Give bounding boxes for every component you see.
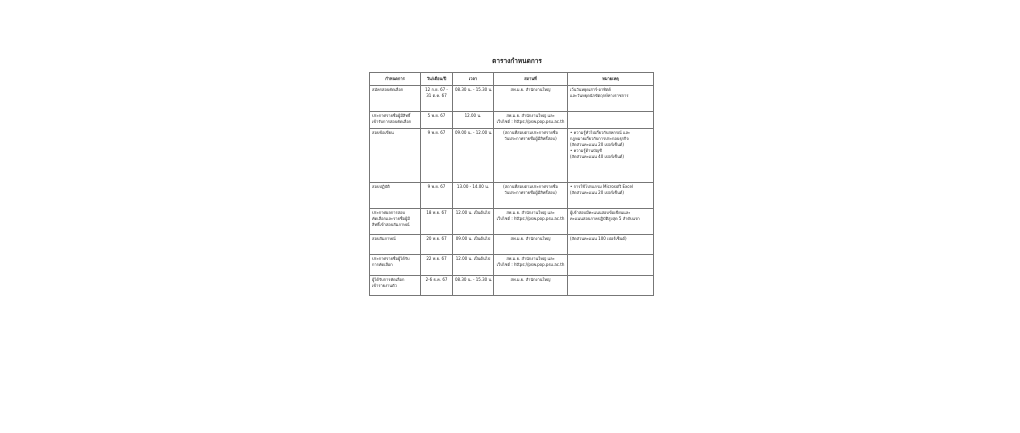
place-line: เว็บไซต์ : https://psw.pop.psu.ac.th: [496, 119, 565, 124]
note-line: และวันหยุดนักขัตฤกษ์ทางราชการ: [570, 93, 629, 98]
note-cell: [568, 129, 654, 183]
place-line: สพ.ม.ย. สำนักงานใหญ่ และ: [506, 256, 555, 261]
document-title: ตารางกำหนดการ: [492, 57, 542, 65]
date-line: 22 พ.ย. 67: [426, 256, 447, 261]
time-line: 12.00 น. เป็นต้นไป: [455, 210, 491, 215]
date-line: 9 พ.ย. 67: [427, 184, 446, 189]
place-line: เว็บไซต์ : https://psw.pop.psu.ac.th: [496, 216, 565, 221]
note-cell: [568, 209, 654, 235]
note-line: คะแนนสอบภาคปฏิบัติสูงสุด 5 ลำดับแรก: [570, 216, 640, 221]
activity-line: การคัดเลือก: [372, 262, 393, 267]
header-time: เวลา: [453, 73, 494, 86]
note-line: • ความรู้ทั่วไปเกี่ยวกับสหกรณ์ และ: [570, 130, 631, 135]
note-line: เว้นวันหยุดเสาร์-อาทิตย์: [570, 87, 611, 92]
table-row: [370, 276, 654, 296]
activity-cell: [370, 276, 421, 296]
table-row: [370, 86, 654, 112]
activity-line: สอบปฏิบัติ: [372, 184, 390, 189]
time-line: 09.00 น. - 12.00 น.: [455, 130, 493, 135]
time-cell: [453, 276, 494, 296]
note-cell: [568, 255, 654, 276]
date-cell: [421, 235, 453, 255]
note-line: • การใช้โปรแกรม Microsoft Excel: [570, 184, 634, 189]
date-cell: [421, 255, 453, 276]
time-cell: [453, 183, 494, 209]
activity-cell: [370, 183, 421, 209]
activity-line: ผู้ได้รับการคัดเลือก: [372, 277, 405, 282]
activity-cell: [370, 129, 421, 183]
note-cell: [568, 86, 654, 112]
note-cell: [568, 235, 654, 255]
time-cell: [453, 112, 494, 129]
note-cell: [568, 183, 654, 209]
note-line: • ความรู้ด้านบัญชี: [570, 148, 602, 153]
place-line: (สถานที่สอบตามประกาศรายชื่อ: [503, 184, 558, 189]
date-cell: [421, 183, 453, 209]
time-cell: [453, 235, 494, 255]
place-cell: [494, 86, 568, 112]
activity-line: สิทธิ์เข้าสอบสัมภาษณ์: [372, 222, 410, 227]
table-row: [370, 183, 654, 209]
note-cell: [568, 276, 654, 296]
note-line: (สัดส่วนคะแนน 20 เปอร์เซ็นต์): [570, 142, 624, 147]
note-cell: [568, 112, 654, 129]
place-cell: [494, 129, 568, 183]
time-line: 12.00 น.: [464, 113, 482, 118]
time-line: 09.00 น. เป็นต้นไป: [455, 236, 491, 241]
activity-line: สอบสัมภาษณ์: [372, 236, 396, 241]
activity-cell: [370, 112, 421, 129]
header-activity: กำหนดการ: [370, 73, 421, 86]
place-cell: [494, 112, 568, 129]
activity-cell: [370, 209, 421, 235]
place-line: เว็บไซต์ : https://psw.pop.psu.ac.th: [496, 262, 565, 267]
header-date: วัน/เดือน/ปี: [421, 73, 453, 86]
time-cell: [453, 255, 494, 276]
activity-line: คัดเลือกและรายชื่อผู้มี: [372, 216, 410, 221]
header-place: สถานที่: [494, 73, 568, 86]
table-row: [370, 209, 654, 235]
date-cell: [421, 276, 453, 296]
date-line: 9 พ.ย. 67: [427, 130, 446, 135]
table-row: [370, 129, 654, 183]
time-cell: [453, 129, 494, 183]
activity-line: เข้ารายงานตัว: [372, 283, 397, 288]
place-cell: [494, 276, 568, 296]
place-line: (สถานที่สอบตามประกาศรายชื่อ: [503, 130, 558, 135]
date-line: 2-6 ธ.ค. 67: [425, 277, 448, 282]
place-line: สพ.ม.ย. สำนักงานใหญ่ และ: [506, 113, 555, 118]
date-line: 18 พ.ย. 67: [426, 210, 447, 215]
place-cell: [494, 183, 568, 209]
activity-line: สอบข้อเขียน: [372, 130, 394, 135]
table-row: [370, 255, 654, 276]
place-line: สพ.ม.ย. สำนักงานใหญ่: [510, 236, 551, 241]
place-line: สพ.ม.ย. สำนักงานใหญ่ และ: [506, 210, 555, 215]
activity-line: เข้ารับการสอบคัดเลือก: [372, 119, 412, 124]
activity-cell: [370, 235, 421, 255]
activity-cell: [370, 86, 421, 112]
time-line: 12.00 น. เป็นต้นไป: [455, 256, 491, 261]
place-line: วันประกาศรายชื่อผู้มีสิทธิ์สอบ): [504, 190, 557, 195]
time-line: 08.30 น. - 15.30 น.: [455, 87, 493, 92]
time-cell: [453, 86, 494, 112]
table-header-row: [370, 73, 654, 86]
table-row: [370, 235, 654, 255]
place-line: วันประกาศรายชื่อผู้มีสิทธิ์สอบ): [504, 136, 557, 141]
place-cell: [494, 235, 568, 255]
note-line: (สัดส่วนคะแนน 20 เปอร์เซ็นต์): [570, 190, 624, 195]
note-line: ผู้เข้าสอบมีคะแนนสอบข้อเขียนและ: [570, 210, 631, 215]
table-body: [370, 86, 654, 296]
time-line: 08.30 น. - 15.30 น.: [455, 277, 493, 282]
activity-line: ประกาศรายชื่อผู้ได้รับ: [372, 256, 410, 261]
header-note: หมายเหตุ: [568, 73, 654, 86]
date-line: 31 ต.ค. 67: [426, 93, 447, 98]
activity-line: ประกาศรายชื่อผู้มีสิทธิ์: [372, 113, 411, 118]
note-line: (สัดส่วนคะแนน 100 เปอร์เซ็นต์): [570, 236, 627, 241]
date-cell: [421, 112, 453, 129]
place-cell: [494, 209, 568, 235]
date-line: 12 ก.ย. 67 -: [425, 87, 448, 92]
note-line: กฎหมายเกี่ยวกับการประกอบธุรกิจ: [570, 136, 629, 141]
schedule-table: [369, 72, 654, 296]
place-line: สพ.ม.ย. สำนักงานใหญ่: [510, 277, 551, 282]
time-cell: [453, 209, 494, 235]
activity-line: ประกาศผลการสอบ: [372, 210, 406, 215]
table-row: [370, 112, 654, 129]
time-line: 13.00 - 14.00 น.: [456, 184, 490, 189]
activity-line: สมัครสอบคัดเลือก: [372, 87, 404, 92]
date-cell: [421, 209, 453, 235]
date-line: 5 พ.ย. 67: [427, 113, 446, 118]
activity-cell: [370, 255, 421, 276]
place-cell: [494, 255, 568, 276]
note-line: (สัดส่วนคะแนน 40 เปอร์เซ็นต์): [570, 154, 624, 159]
date-line: 20 พ.ย. 67: [426, 236, 447, 241]
date-cell: [421, 129, 453, 183]
date-cell: [421, 86, 453, 112]
place-line: สพ.ม.ย. สำนักงานใหญ่: [510, 87, 551, 92]
